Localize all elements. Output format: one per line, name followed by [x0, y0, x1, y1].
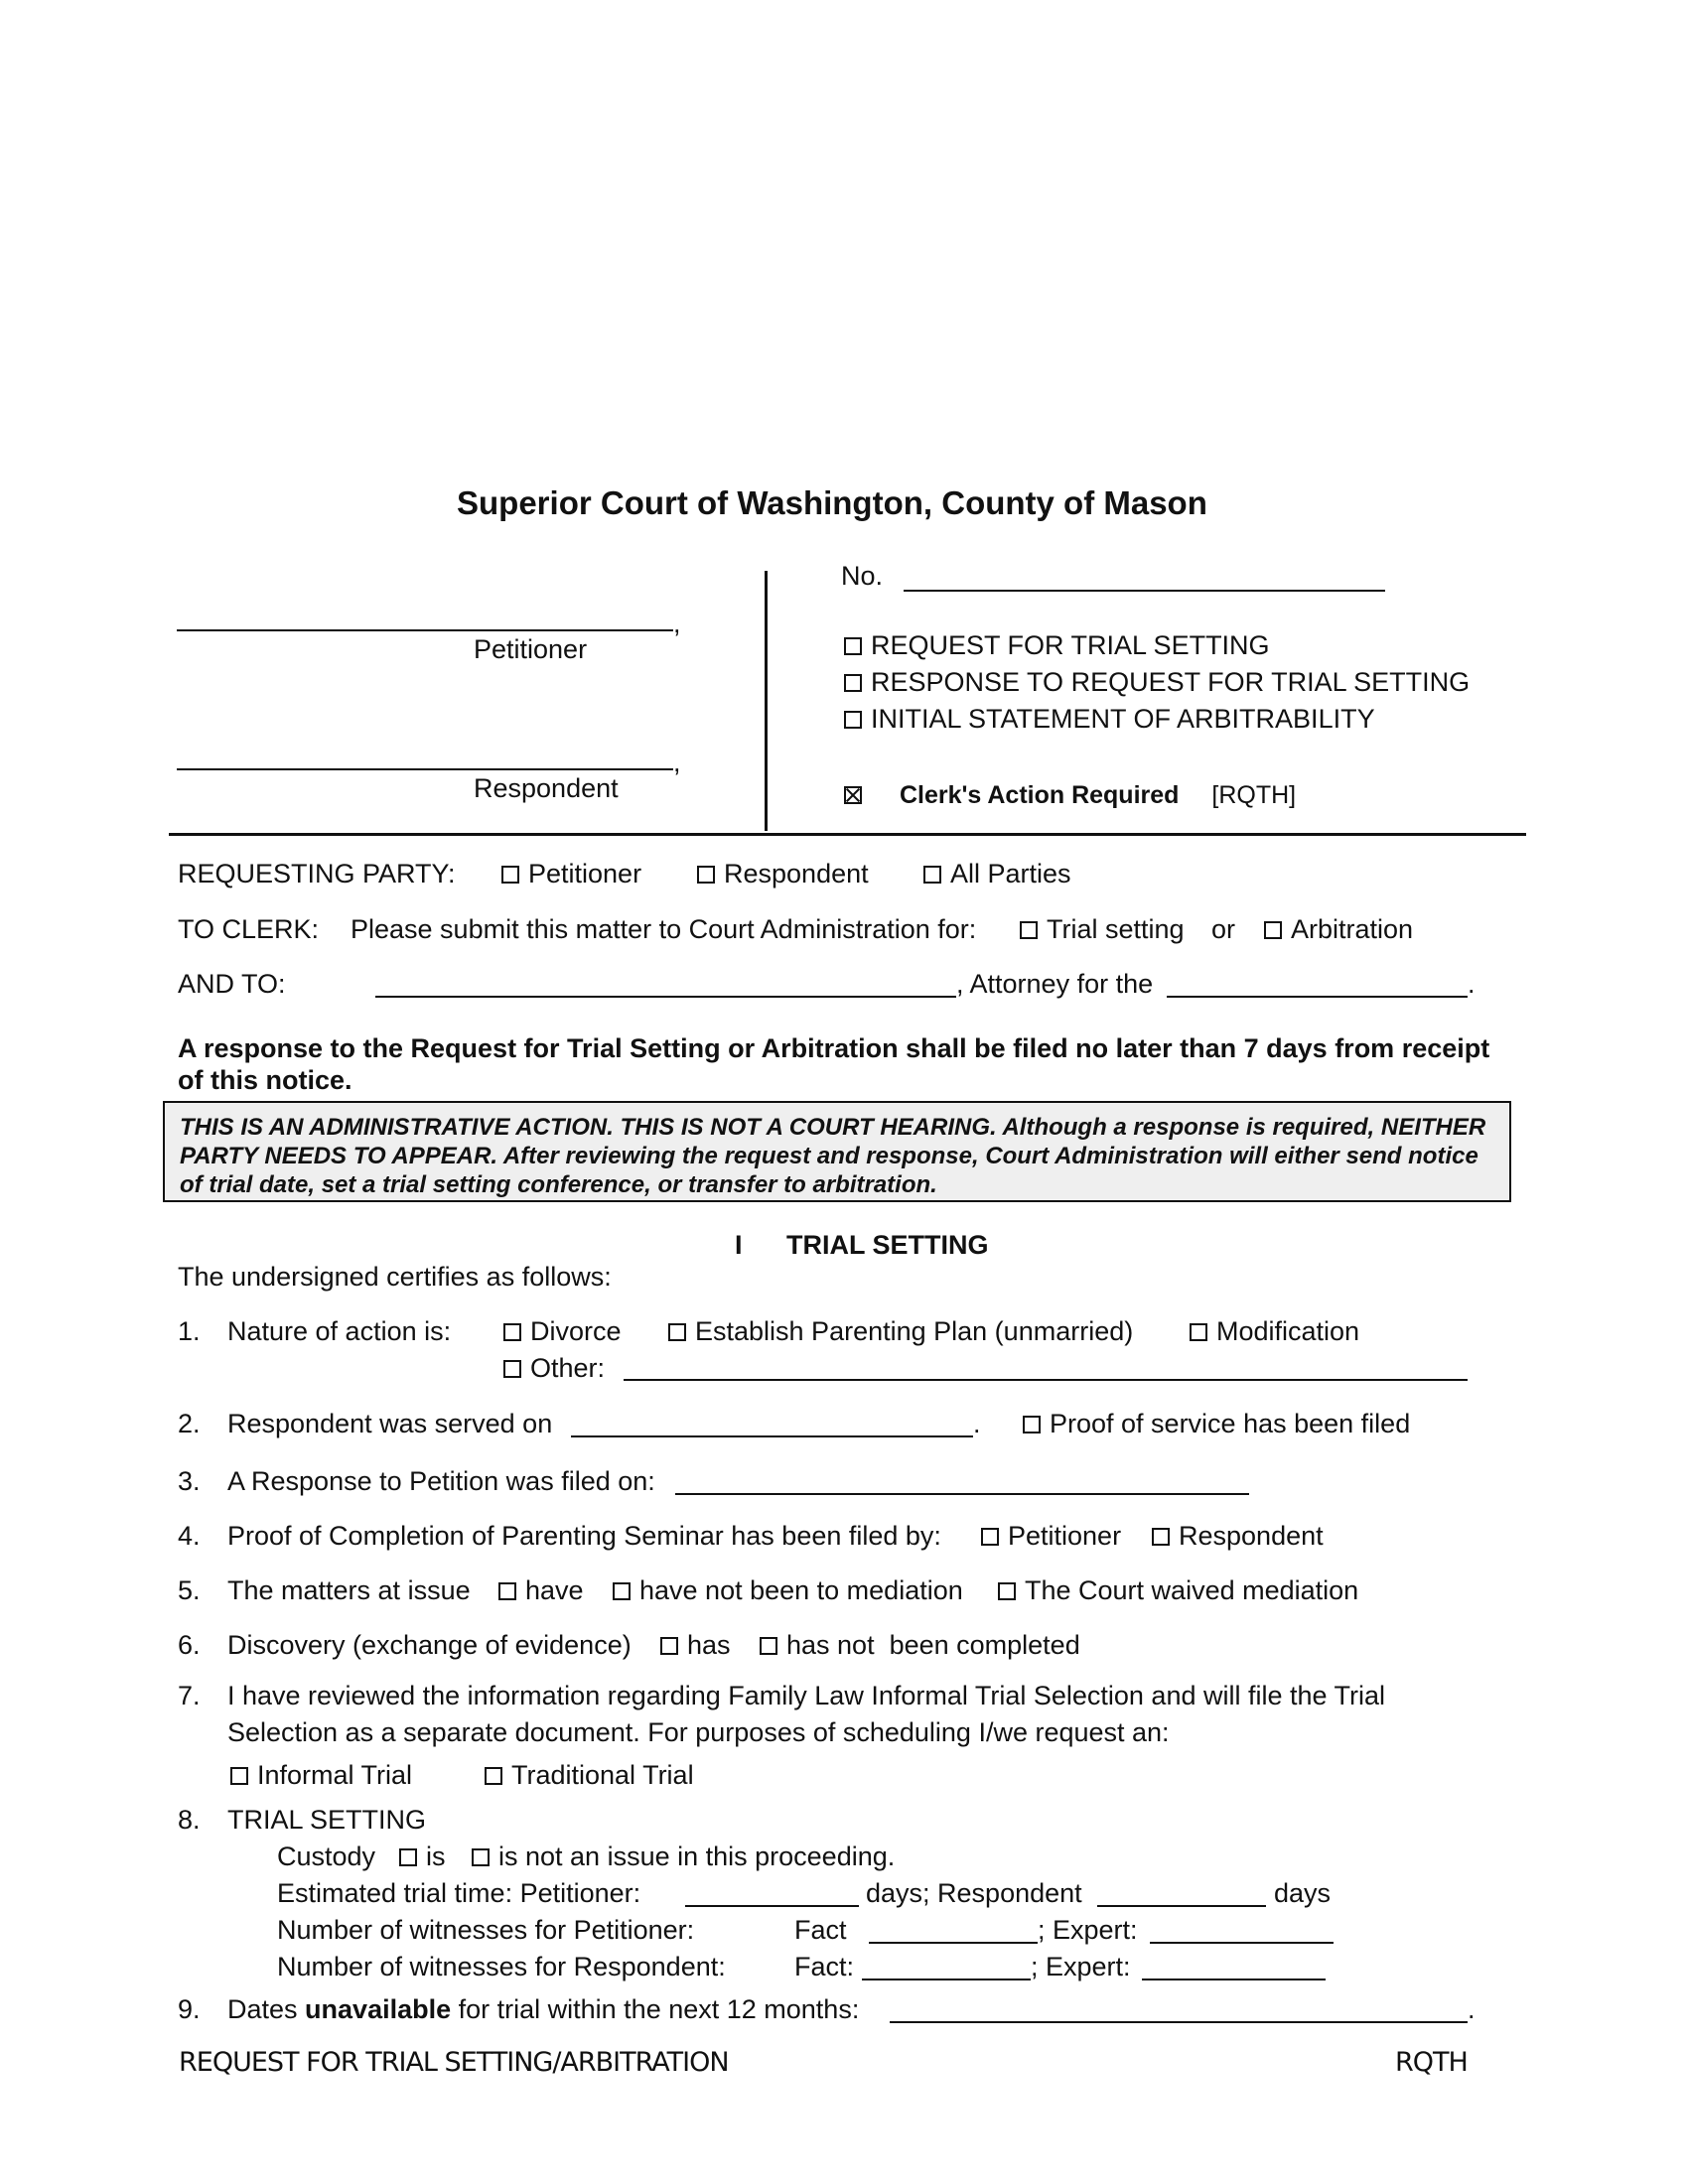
item-1-label: Nature of action is:: [227, 1316, 452, 1346]
doc-type-request[interactable]: [844, 629, 1270, 661]
trial-time-petitioner-field[interactable]: [685, 1905, 859, 1907]
section-intro: The undersigned certifies as follows:: [178, 1262, 612, 1292]
caption-bottom-rule: [169, 833, 1526, 836]
traditional-trial-checkbox[interactable]: [485, 1767, 502, 1785]
nature-divorce[interactable]: Divorce: [503, 1315, 622, 1347]
item-4-number: 4.: [178, 1521, 201, 1551]
item-7-number: 7.: [178, 1681, 201, 1710]
witnesses-petitioner-label: Number of witnesses for Petitioner:: [277, 1915, 695, 1945]
section-title: TRIAL SETTING: [786, 1230, 989, 1260]
custody-is-checkbox[interactable]: [399, 1848, 417, 1866]
unavailable-dates-field[interactable]: [890, 2021, 1468, 2023]
item-7-line-2: Selection as a separate document. For purposes of scheduling I/we request an:: [227, 1717, 1170, 1747]
discovery-has-checkbox[interactable]: [660, 1637, 678, 1655]
to-clerk-arbitration[interactable]: Arbitration: [1264, 913, 1413, 945]
discovery-has-not-checkbox[interactable]: [760, 1637, 777, 1655]
mediation-have-not[interactable]: have not been to mediation: [613, 1574, 963, 1606]
clerk-action: [844, 780, 1296, 810]
clerk-action-label: Clerk's Action Required: [899, 781, 1180, 809]
page-title: Superior Court of Washington, County of Mason: [457, 484, 1207, 521]
item-9-period: .: [1468, 1994, 1476, 2024]
to-clerk-trial-setting[interactable]: Trial setting: [1020, 913, 1185, 945]
item-6-label: Discovery (exchange of evidence): [227, 1630, 632, 1660]
doc-type-request-label: REQUEST FOR TRIAL SETTING: [871, 630, 1270, 660]
requesting-party-label: REQUESTING PARTY:: [178, 859, 456, 888]
response-filed-date-field[interactable]: [675, 1493, 1249, 1495]
proof-of-service-checkbox[interactable]: [1023, 1416, 1041, 1433]
nature-other[interactable]: Other:: [503, 1352, 605, 1384]
informal-trial-checkbox[interactable]: [230, 1767, 248, 1785]
witnesses-petitioner-fact-field[interactable]: [869, 1942, 1038, 1944]
trial-time-days-respondent: days; Respondent: [866, 1878, 1082, 1908]
respondent-label: Respondent: [474, 773, 619, 803]
footer-code: RQTH: [1395, 2047, 1468, 2078]
trial-time-days: days: [1274, 1878, 1332, 1908]
proof-of-service[interactable]: Proof of service has been filed: [1023, 1408, 1410, 1439]
section-number: I: [735, 1230, 743, 1260]
clerk-action-checkbox[interactable]: [844, 786, 862, 804]
petitioner-name-field[interactable]: [177, 629, 673, 631]
nature-other-field[interactable]: [624, 1379, 1468, 1381]
requesting-party-respondent[interactable]: Respondent: [697, 858, 869, 889]
trial-time-label: Estimated trial time: Petitioner:: [277, 1878, 641, 1908]
and-to-period: .: [1468, 969, 1476, 999]
nature-divorce-checkbox[interactable]: [503, 1323, 521, 1341]
custody-is-not[interactable]: is not an issue in this proceeding.: [472, 1841, 895, 1872]
discovery-has[interactable]: has: [660, 1629, 731, 1661]
seminar-petitioner-checkbox[interactable]: [981, 1528, 999, 1546]
traditional-trial[interactable]: Traditional Trial: [485, 1759, 694, 1791]
case-number-label: No.: [841, 561, 884, 591]
and-to-label: AND TO:: [178, 969, 286, 999]
item-3-label: A Response to Petition was filed on:: [227, 1466, 655, 1496]
doc-type-request-checkbox[interactable]: [844, 637, 862, 655]
item-5-label: The matters at issue: [227, 1575, 471, 1605]
to-clerk-text: Please submit this matter to Court Administration for:: [351, 914, 977, 944]
item-1-number: 1.: [178, 1316, 201, 1346]
case-number-field[interactable]: [904, 590, 1385, 592]
response-deadline-notice: A response to the Request for Trial Setting or Arbitration shall be filed no later than 7 days from receipt of this notice.: [178, 1033, 1490, 1095]
item-2-number: 2.: [178, 1409, 201, 1438]
doc-type-arbitrability[interactable]: [844, 703, 1375, 735]
witnesses-respondent-fact-field[interactable]: [862, 1979, 1031, 1980]
respondent-comma: ,: [673, 748, 681, 777]
mediation-waived-checkbox[interactable]: [998, 1582, 1016, 1600]
witnesses-respondent-fact-label: Fact:: [794, 1952, 855, 1981]
item-8-title: TRIAL SETTING: [227, 1805, 427, 1835]
seminar-respondent[interactable]: Respondent: [1152, 1520, 1324, 1552]
item-7-line-1: I have reviewed the information regarding Family Law Informal Trial Selection and will file the Trial: [227, 1681, 1386, 1710]
informal-trial[interactable]: Informal Trial: [230, 1759, 412, 1791]
witnesses-petitioner-expert-label: ; Expert:: [1038, 1915, 1138, 1945]
doc-type-response-checkbox[interactable]: [844, 674, 862, 692]
mediation-have-not-checkbox[interactable]: [613, 1582, 631, 1600]
item-2-label: Respondent was served on: [227, 1409, 553, 1438]
witnesses-respondent-expert-field[interactable]: [1142, 1979, 1326, 1980]
requesting-party-all[interactable]: All Parties: [923, 858, 1071, 889]
to-clerk-label: TO CLERK:: [178, 914, 320, 944]
requesting-party-all-checkbox[interactable]: [923, 866, 941, 884]
witnesses-petitioner-fact-label: Fact: [794, 1915, 847, 1945]
attorney-for-field[interactable]: [1167, 996, 1468, 998]
served-date-field[interactable]: [571, 1435, 973, 1437]
administrative-notice-text: THIS IS AN ADMINISTRATIVE ACTION. THIS IS NOT A COURT HEARING. Although a response is required, NEITHER PARTY NEEDS TO APPEAR. After reviewing the request and response, Court Administration will either send notice of trial date, set a trial setting conference, or transfer to arbitration.: [180, 1114, 1486, 1198]
witnesses-respondent-expert-label: ; Expert:: [1031, 1952, 1131, 1981]
doc-type-arbitrability-label: INITIAL STATEMENT OF ARBITRABILITY: [871, 704, 1375, 734]
requesting-party-petitioner-checkbox[interactable]: [501, 866, 519, 884]
caption-divider: [765, 571, 768, 831]
arbitration-checkbox[interactable]: [1264, 921, 1282, 939]
clerk-code: [RQTH]: [1211, 781, 1297, 809]
witnesses-respondent-label: Number of witnesses for Respondent:: [277, 1952, 726, 1981]
requesting-party-petitioner[interactable]: Petitioner: [501, 858, 641, 889]
mediation-have-checkbox[interactable]: [498, 1582, 516, 1600]
doc-type-response[interactable]: [844, 666, 1470, 698]
item-9-number: 9.: [178, 1994, 201, 2024]
item-4-label: Proof of Completion of Parenting Seminar has been filed by:: [227, 1521, 941, 1551]
petitioner-comma: ,: [673, 609, 681, 638]
witnesses-petitioner-expert-field[interactable]: [1150, 1942, 1334, 1944]
custody-is[interactable]: is: [399, 1841, 446, 1872]
discovery-has-not[interactable]: has not been completed: [760, 1629, 1080, 1661]
seminar-petitioner[interactable]: Petitioner: [981, 1520, 1121, 1552]
doc-type-response-label: RESPONSE TO REQUEST FOR TRIAL SETTING: [871, 667, 1471, 697]
custody-label: Custody: [277, 1842, 376, 1871]
seminar-respondent-checkbox[interactable]: [1152, 1528, 1170, 1546]
and-to-name-field[interactable]: [375, 996, 956, 998]
doc-type-arbitrability-checkbox[interactable]: [844, 711, 862, 729]
nature-modification[interactable]: Modification: [1190, 1315, 1359, 1347]
item-9-text: Dates unavailable for trial within the next 12 months:: [227, 1994, 860, 2024]
petitioner-label: Petitioner: [474, 634, 588, 664]
mediation-have[interactable]: have: [498, 1574, 584, 1606]
nature-modification-checkbox[interactable]: [1190, 1323, 1207, 1341]
item-2-period: .: [973, 1409, 981, 1438]
custody-is-not-checkbox[interactable]: [472, 1848, 490, 1866]
attorney-for-label: , Attorney for the: [956, 969, 1154, 999]
nature-parenting-plan[interactable]: Establish Parenting Plan (unmarried): [668, 1315, 1133, 1347]
trial-time-respondent-field[interactable]: [1097, 1905, 1266, 1907]
item-5-number: 5.: [178, 1575, 201, 1605]
requesting-party-respondent-checkbox[interactable]: [697, 866, 715, 884]
nature-parenting-plan-checkbox[interactable]: [668, 1323, 686, 1341]
respondent-name-field[interactable]: [177, 768, 673, 770]
item-8-number: 8.: [178, 1805, 201, 1835]
item-3-number: 3.: [178, 1466, 201, 1496]
footer-title: REQUEST FOR TRIAL SETTING/ARBITRATION: [179, 2047, 729, 2078]
nature-other-checkbox[interactable]: [503, 1360, 521, 1378]
item-6-number: 6.: [178, 1630, 201, 1660]
mediation-waived[interactable]: The Court waived mediation: [998, 1574, 1358, 1606]
trial-setting-checkbox[interactable]: [1020, 921, 1038, 939]
to-clerk-or: or: [1211, 914, 1236, 944]
